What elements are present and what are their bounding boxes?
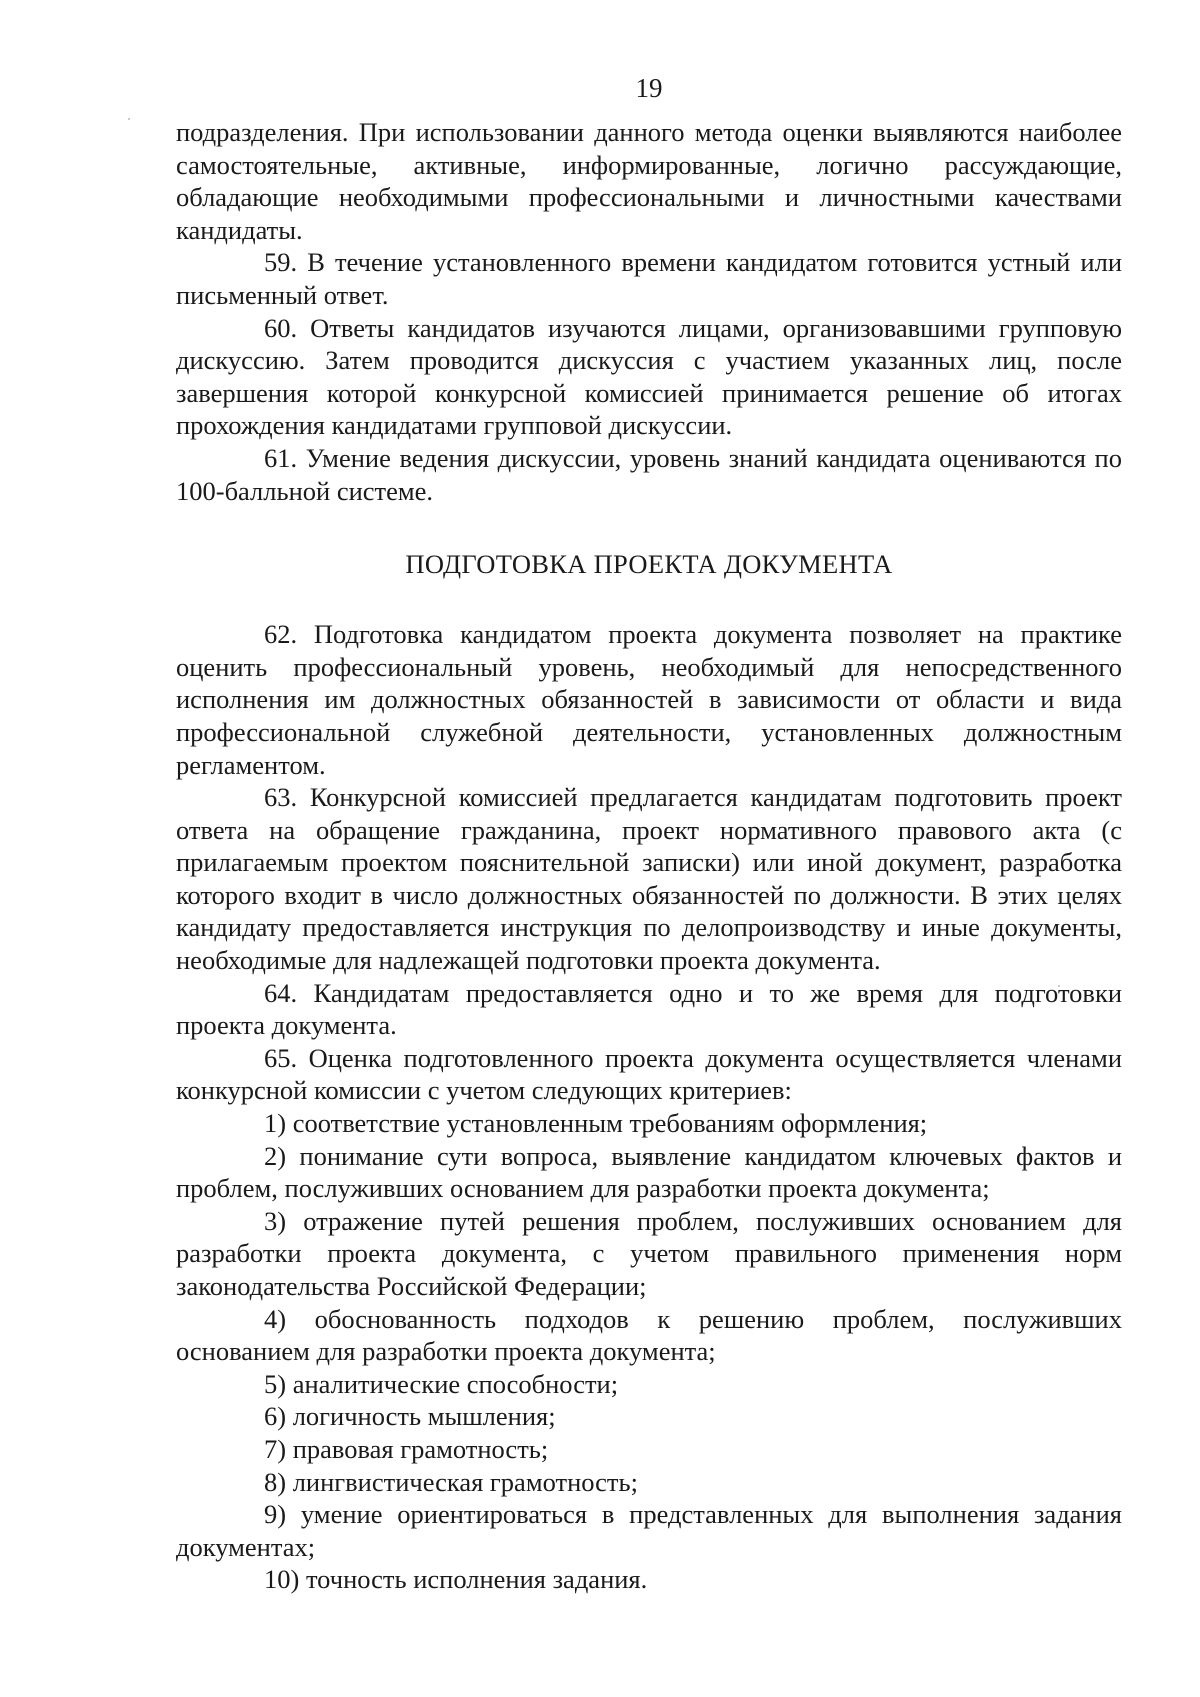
criterion-6: 6) логичность мышления; <box>264 1401 556 1432</box>
criterion-5: 5) аналитические способности; <box>264 1368 619 1399</box>
intro-paragraph: подразделения. При использовании данного метода оценки выявляются наиболее самостоятельные, активные, информированные, логично рассуждающие, обладающие необходимыми профессиональными и личностными качествами кандидаты. <box>176 117 1122 245</box>
document-page <box>176 70 1122 1596</box>
paragraph-59: 59. В течение установленного времени кандидатом готовится устный или письменный ответ. <box>176 247 1122 310</box>
criterion-1: 1) соответствие установленным требованиям оформления; <box>264 1108 928 1139</box>
scan-speck <box>128 118 130 120</box>
paragraph-64: 64. Кандидатам предоставляется одно и то же время для подготовки проекта документа. <box>176 977 1122 1041</box>
paragraph-61: 61. Умение ведения дискуссии, уровень знаний кандидата оцениваются по 100-балльной системе. <box>176 442 1122 506</box>
section-title: ПОДГОТОВКА ПРОЕКТА ДОКУМЕНТА <box>405 549 893 580</box>
criterion-3: 3) отражение путей решения проблем, послуживших основанием для разработки проекта документа, с учетом правильного применения норм законодательства Российской Федерации; <box>176 1205 1122 1301</box>
page-number: 19 <box>635 73 663 103</box>
criterion-9: 9) умение ориентироваться в представленных для выполнения задания документах; <box>176 1499 1122 1562</box>
paragraph-60: 60. Ответы кандидатов изучаются лицами, организовавшими групповую дискуссию. Затем проводится дискуссия с участием указанных лиц, после завершения которой конкурсной комиссией принимается решение об итогах прохождения кандидатами групповой дискуссии. <box>176 312 1122 441</box>
paragraph-65: 65. Оценка подготовленного проекта документа осуществляется членами конкурсной комиссии с учетом следующих критериев: <box>176 1042 1122 1106</box>
criterion-7: 7) правовая грамотность; <box>264 1433 549 1464</box>
criterion-2: 2) понимание сути вопроса, выявление кандидатом ключевых фактов и проблем, послуживших основанием для разработки проекта документа; <box>176 1140 1122 1204</box>
paragraph-63: 63. Конкурсной комиссией предлагается кандидатам подготовить проект ответа на обращение гражданина, проект нормативного правового акта (с прилагаемым проектом пояснительной записки) или иной документ, разработка которого входит в число должностных обязанностей по должности. В этих целях кандидату предоставляется инструкция по делопроизводству и иные документы, необходимые для надлежащей подготовки проекта документа. <box>176 782 1122 976</box>
criterion-4: 4) обоснованность подходов к решению проблем, послуживших основанием для разработки проекта документа; <box>176 1303 1122 1367</box>
criterion-8: 8) лингвистическая грамотность; <box>264 1466 638 1497</box>
criterion-10: 10) точность исполнения задания. <box>264 1564 648 1595</box>
paragraph-62: 62. Подготовка кандидатом проекта документа позволяет на практике оценить профессиональный уровень, необходимый для непосредственного исполнения им должностных обязанностей в зависимости от области и вида профессиональной служебной деятельности, установленных должностным регламентом. <box>176 619 1122 780</box>
